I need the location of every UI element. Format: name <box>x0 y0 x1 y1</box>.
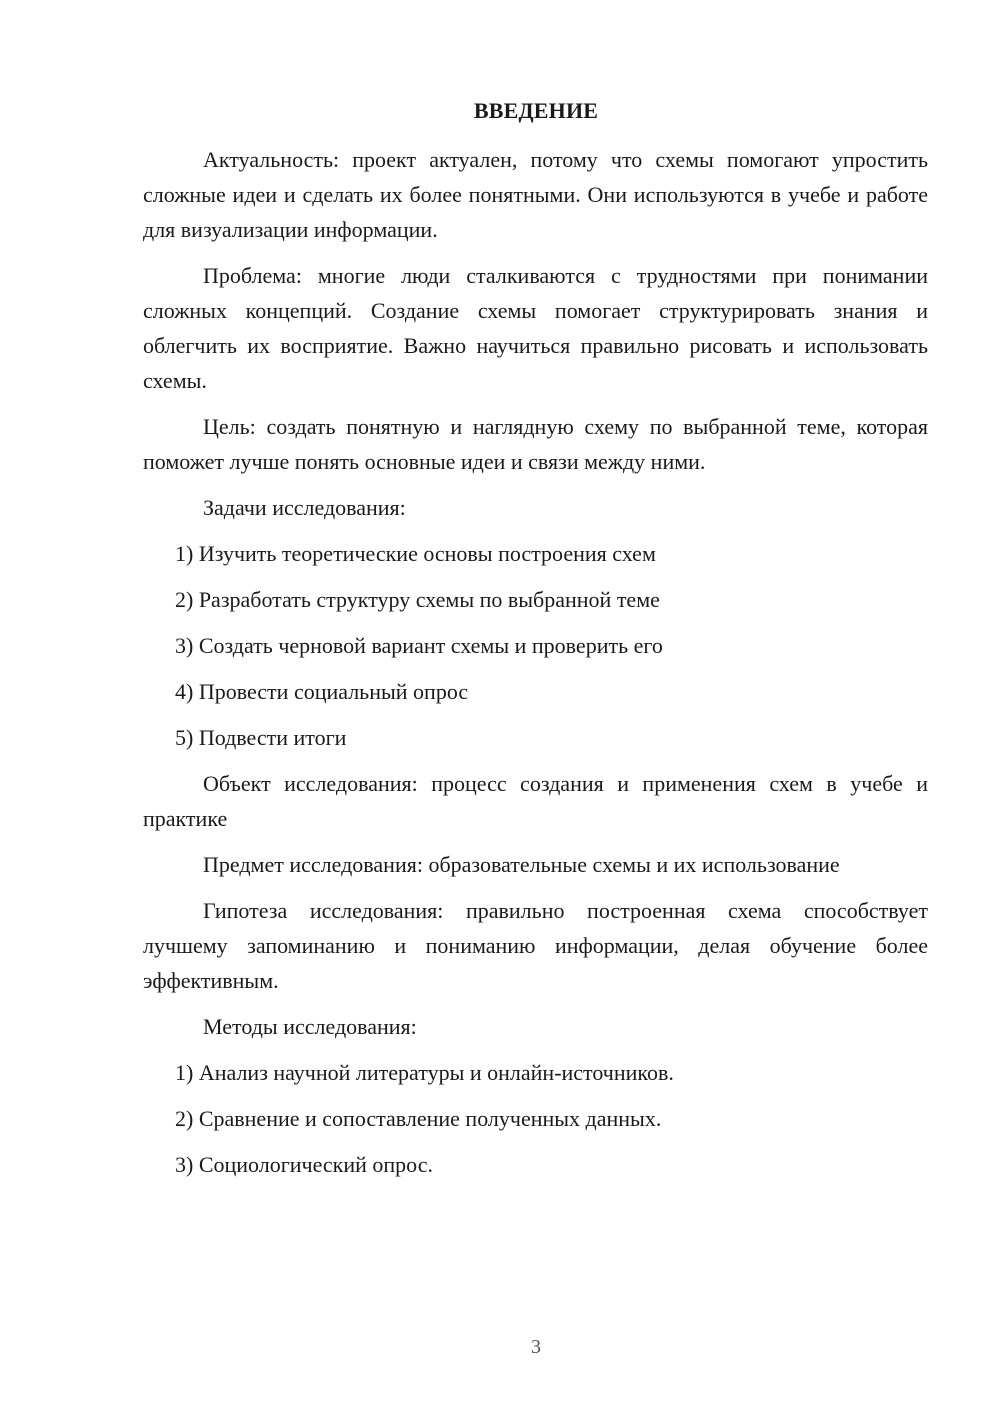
document-body <box>143 142 928 1193</box>
task-item: 2) Разработать структуру схемы по выбранной теме <box>175 587 660 612</box>
relevance-paragraph: Актуальность: проект актуален, потому что схемы помогают упростить сложные идеи и сделать их более понятными. Они используются в учебе и работе для визуализации информации. <box>143 147 928 242</box>
object-paragraph: Объект исследования: процесс создания и применения схем в учебе и практике <box>143 771 928 831</box>
method-item: 2) Сравнение и сопоставление полученных данных. <box>175 1106 662 1131</box>
tasks-title: Задачи исследования: <box>203 495 406 520</box>
method-item: 3) Социологический опрос. <box>175 1152 433 1177</box>
goal-paragraph: Цель: создать понятную и наглядную схему по выбранной теме, которая поможет лучше понять основные идеи и связи между ними. <box>143 414 928 474</box>
subject-paragraph: Предмет исследования: образовательные схемы и их использование <box>203 852 840 877</box>
problem-paragraph: Проблема: многие люди сталкиваются с трудностями при понимании сложных концепций. Создание схемы помогает структурировать знания и облегчить их восприятие. Важно научиться правильно рисовать и использовать схемы. <box>143 263 928 393</box>
page-heading: ВВЕДЕНИЕ <box>473 98 599 123</box>
method-item: 1) Анализ научной литературы и онлайн-источников. <box>175 1060 674 1085</box>
task-item: 3) Создать черновой вариант схемы и проверить его <box>175 633 663 658</box>
task-item: 1) Изучить теоретические основы построения схем <box>175 541 656 566</box>
task-item: 5) Подвести итоги <box>175 725 347 750</box>
methods-title: Методы исследования: <box>203 1014 417 1039</box>
hypothesis-paragraph: Гипотеза исследования: правильно построенная схема способствует лучшему запоминанию и пониманию информации, делая обучение более эффективным. <box>143 898 928 993</box>
page-number: 3 <box>531 1336 541 1358</box>
task-item: 4) Провести социальный опрос <box>175 679 469 704</box>
